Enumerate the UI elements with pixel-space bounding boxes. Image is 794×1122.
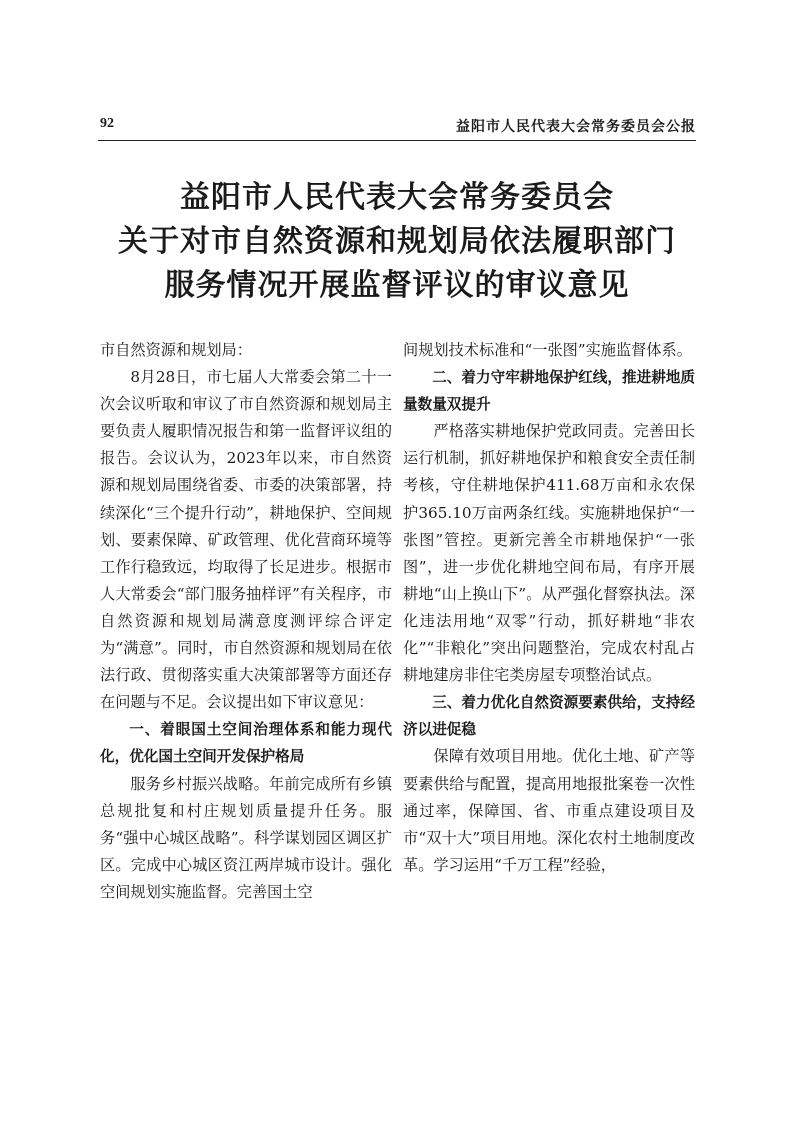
section-heading-1: 一、着眼国土空间治理体系和能力现代化，优化国土空间开发保护格局 <box>100 721 392 766</box>
salutation: 市自然资源和规划局： <box>100 341 252 359</box>
document-title <box>98 176 696 308</box>
title-line-1: 益阳市人民代表大会常务委员会 <box>180 180 614 215</box>
section-2-paragraph: 严格落实耕地保护党政同责。完善田长运行机制，抓好耕地保护和粮食安全责任制考核，守住耕地保护411.68万亩和永农保护365.10万亩两条红线。实施耕地保护“一张图”管控。更新完善全市耕地保护“一张图”，进一步优化耕地空间布局，有序开展耕地“山上换山下”。从严强化督察执法。深化违法用地“双零”行动，抓好耕地“非农化”“非粮化”突出问题整治，完成农村乱占耕地建房非住宅类房屋专项整治试点。 <box>403 422 695 685</box>
page-number: 92 <box>100 116 114 131</box>
section-1-paragraph: 服务乡村振兴战略。年前完成所有乡镇总规批复和村庄规划质量提升任务。服务“强中心城区战略”。科学谋划园区调区扩区。完成中心城区资江两岸城市设计。强化空间规划实施监督。完善国土空 <box>100 774 392 901</box>
publication-header: 益阳市人民代表大会常务委员会公报 <box>456 119 696 135</box>
right-column <box>403 337 695 879</box>
header-divider <box>98 140 696 141</box>
section-heading-3: 三、着力优化自然资源要素供给，支持经济以进促稳 <box>403 694 695 739</box>
opening-paragraph: 8月28日，市七届人大常委会第二十一次会议听取和审议了市自然资源和规划局主要负责人履职情况报告和第一监督评议组的报告。会议认为，2023年以来，市自然资源和规划局围绕省委、市委的决策部署，持续深化“三个提升行动”，耕地保护、空间规划、要素保障、矿政管理、优化营商环境等工作行稳致远，均取得了长足进步。根据市人大常委会“部门服务抽样评”有关程序，市自然资源和规划局满意度测评综合评定为“满意”。同时，市自然资源和规划局在依法行政、贯彻落实重大决策部署等方面还存在问题与不足。会议提出如下审议意见： <box>100 368 392 712</box>
left-column <box>100 337 392 906</box>
section-3-paragraph: 保障有效项目用地。优化土地、矿产等要素供给与配置，提高用地报批案卷一次性通过率，保障国、省、市重点建设项目及市“双十大”项目用地。深化农村土地制度改革。学习运用“千万工程”经验， <box>403 747 695 874</box>
title-line-3: 服务情况开展监督评议的审议意见 <box>164 268 630 303</box>
title-line-2: 关于对市自然资源和规划局依法履职部门 <box>118 224 676 259</box>
section-1-paragraph-continued: 间规划技术标准和“一张图”实施监督体系。 <box>403 341 692 359</box>
section-heading-2: 二、着力守牢耕地保护红线，推进耕地质量数量双提升 <box>403 369 695 414</box>
